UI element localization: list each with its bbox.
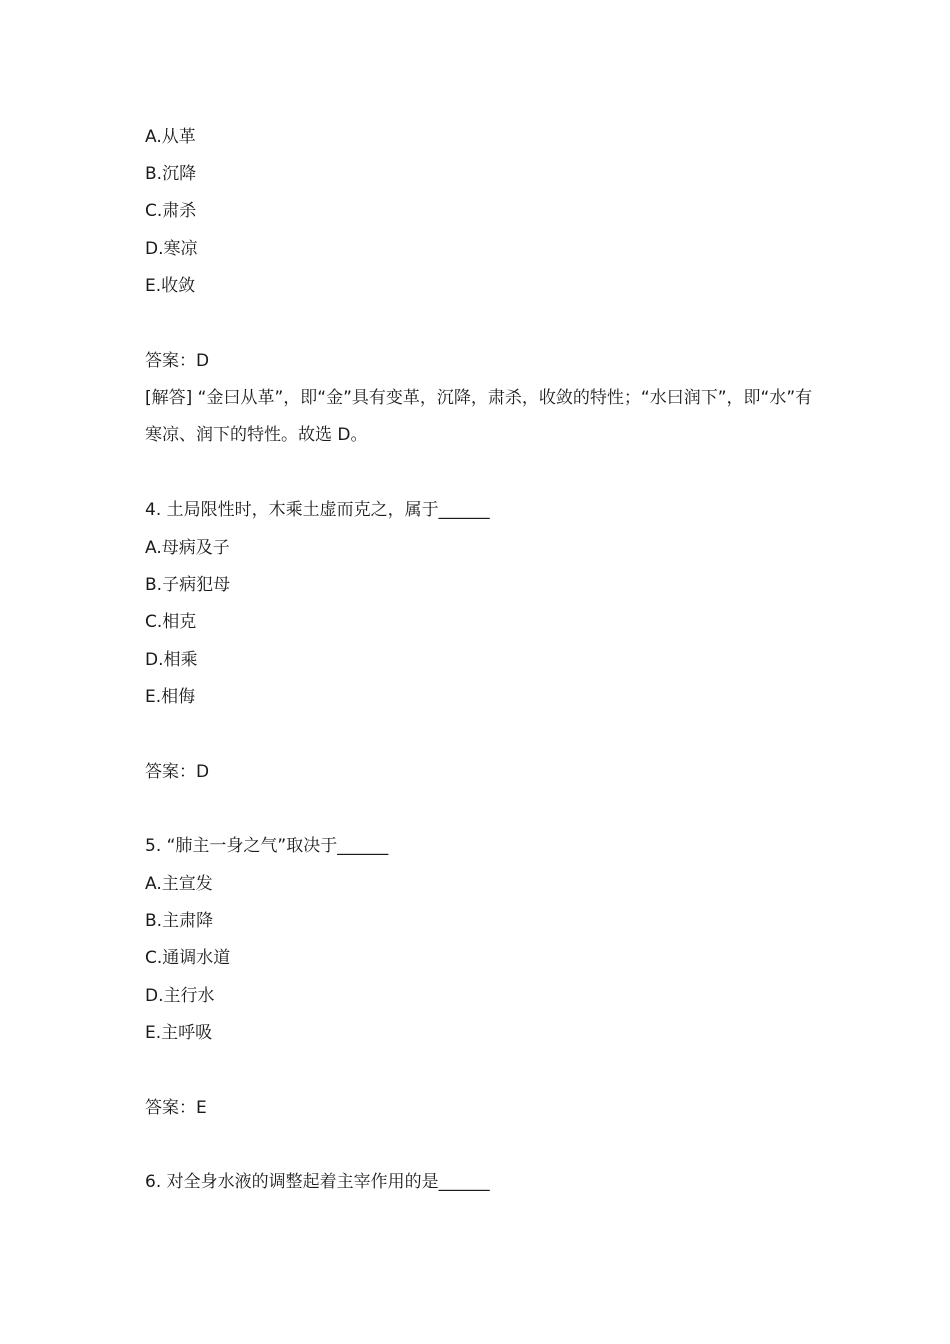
q5-option-e: E.主呼吸 (145, 1023, 213, 1043)
option-a: A.从革 (145, 127, 196, 147)
q4-option-e: E.相侮 (145, 687, 196, 707)
q5-option-c: C.通调水道 (145, 948, 231, 968)
question-4: 4. 土局限性时，木乘土虚而克之，属于______ (145, 500, 490, 520)
q5-option-a: A.主宣发 (145, 874, 213, 894)
question-5: 5. “肺主一身之气”取决于______ (145, 836, 389, 856)
q4-option-d: D.相乘 (145, 650, 198, 670)
q4-option-b: B.子病犯母 (145, 575, 231, 595)
option-e: E.收敛 (145, 276, 196, 296)
q5-option-d: D.主行水 (145, 986, 215, 1006)
option-c: C.肃杀 (145, 201, 197, 221)
question-6: 6. 对全身水液的调整起着主宰作用的是______ (145, 1172, 490, 1192)
explanation: [解答] “金曰从革”，即“金”具有变革，沉降，肃杀，收敛的特性；“水曰润下”，即“水”有寒凉、润下的特性。故选 D。 (145, 388, 813, 445)
option-d: D.寒凉 (145, 239, 198, 259)
q4-option-c: C.相克 (145, 612, 197, 632)
option-b: B.沉降 (145, 164, 197, 184)
q5-option-b: B.主肃降 (145, 911, 214, 931)
q5-answer: 答案：E (145, 1098, 207, 1118)
q4-option-a: A.母病及子 (145, 538, 230, 558)
q4-answer: 答案：D (145, 762, 210, 782)
answer: 答案：D (145, 351, 210, 371)
